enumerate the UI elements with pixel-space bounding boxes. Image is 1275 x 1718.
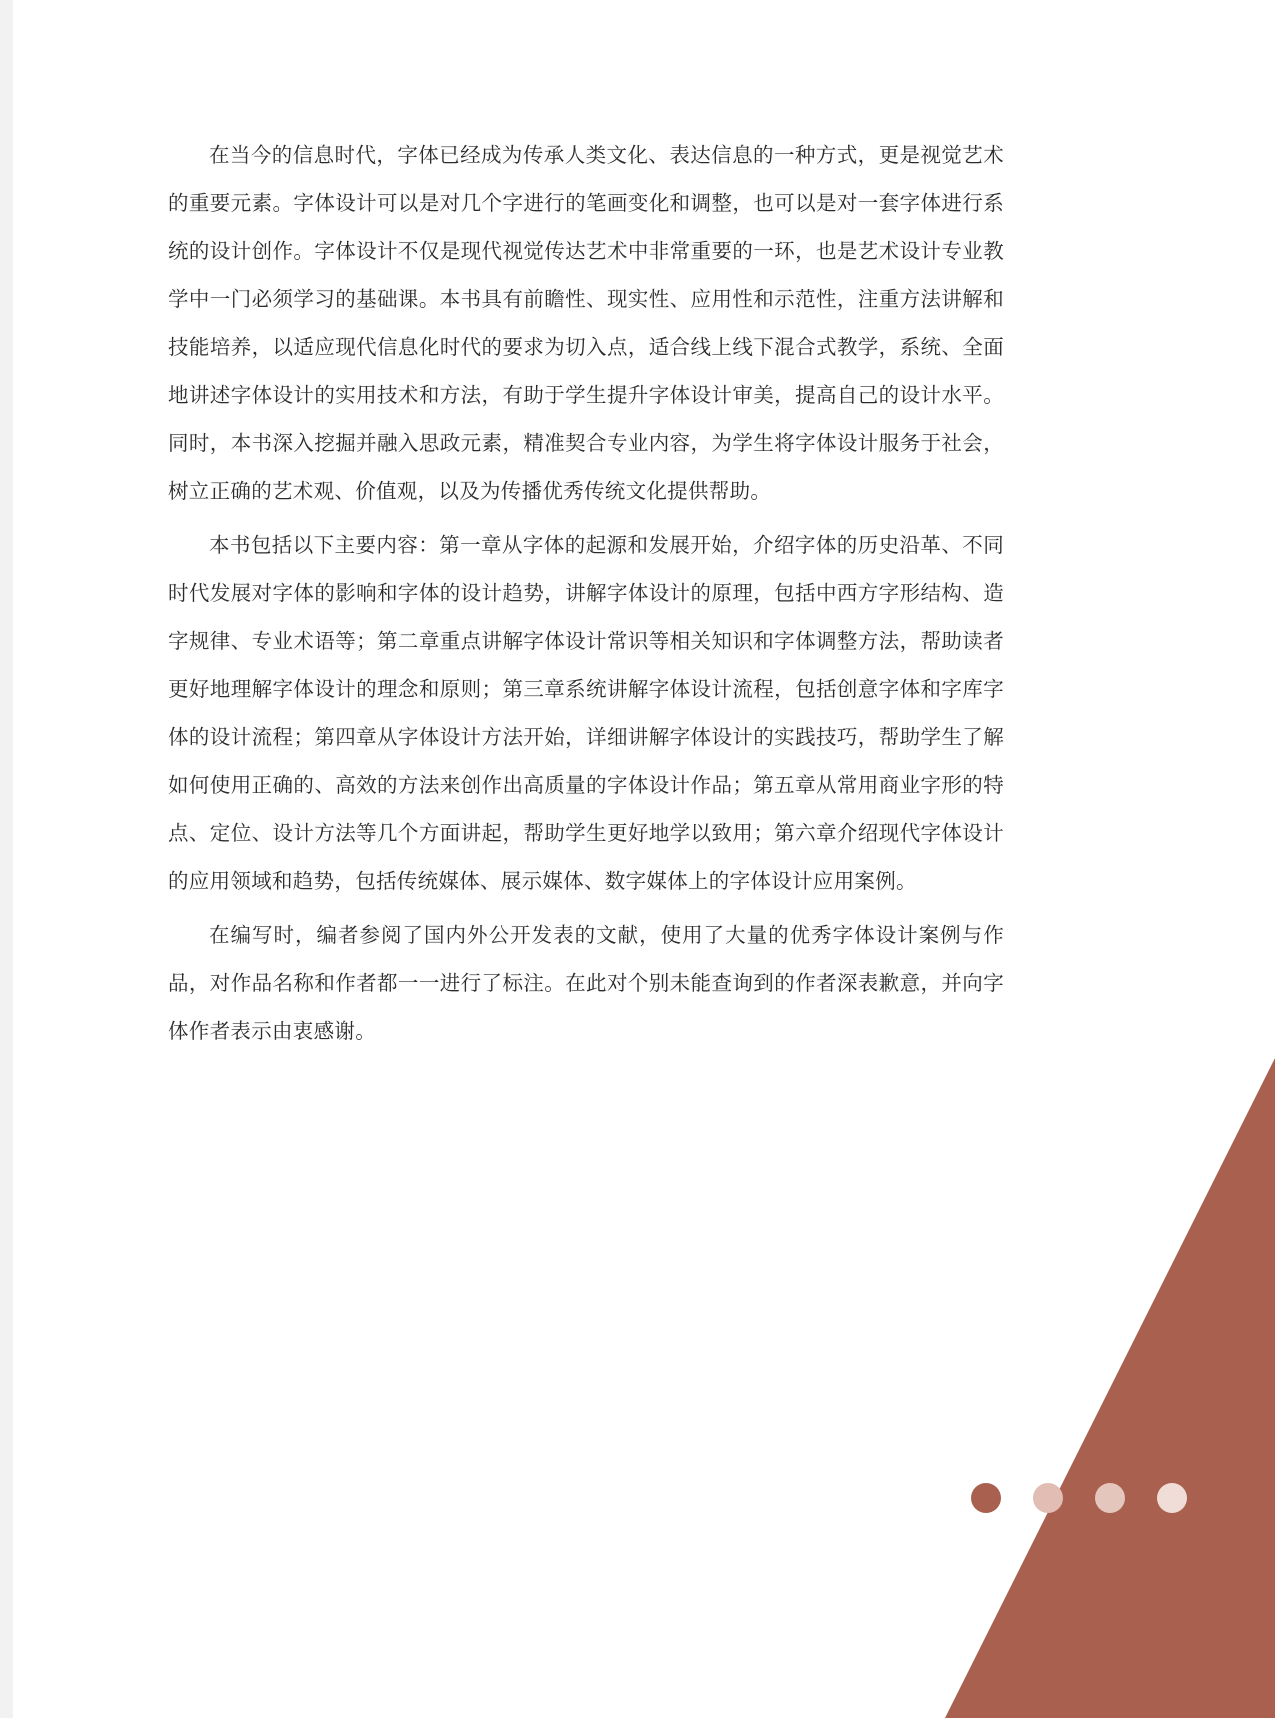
dot-decoration-group	[971, 1483, 1187, 1513]
paragraph-3: 在编写时，编者参阅了国内外公开发表的文献，使用了大量的优秀字体设计案例与作品，对作品名称和作者都一一进行了标注。在此对个别未能查询到的作者深表歉意，并向字体作者表示由衷感谢。	[168, 924, 1004, 1043]
paragraph-2: 本书包括以下主要内容：第一章从字体的起源和发展开始，介绍字体的历史沿革、不同时代发展对字体的影响和字体的设计趋势，讲解字体设计的原理，包括中西方字形结构、造字规律、专业术语等；第二章重点讲解字体设计常识等相关知识和字体调整方法，帮助读者更好地理解字体设计的理念和原则；第三章系统讲解字体设计流程，包括创意字体和字库字体的设计流程；第四章从字体设计方法开始，详细讲解字体设计的实践技巧，帮助学生了解如何使用正确的、高效的方法来创作出高质量的字体设计作品；第五章从常用商业字形的特点、定位、设计方法等几个方面讲起，帮助学生更好地学以致用；第六章介绍现代字体设计的应用领域和趋势，包括传统媒体、展示媒体、数字媒体上的字体设计应用案例。	[168, 534, 1004, 893]
corner-triangle-decoration	[945, 1058, 1275, 1718]
left-margin-bar-inner	[13, 0, 17, 1718]
dot-3-icon	[1095, 1483, 1125, 1513]
dot-2-icon	[1033, 1483, 1063, 1513]
dot-4-icon	[1157, 1483, 1187, 1513]
left-margin-bar	[0, 0, 13, 1718]
dot-1-icon	[971, 1483, 1001, 1513]
body-text	[168, 132, 1004, 1062]
paragraph-1: 在当今的信息时代，字体已经成为传承人类文化、表达信息的一种方式，更是视觉艺术的重要元素。字体设计可以是对几个字进行的笔画变化和调整，也可以是对一套字体进行系统的设计创作。字体设计不仅是现代视觉传达艺术中非常重要的一环，也是艺术设计专业教学中一门必须学习的基础课。本书具有前瞻性、现实性、应用性和示范性，注重方法讲解和技能培养，以适应现代信息化时代的要求为切入点，适合线上线下混合式教学，系统、全面地讲述字体设计的实用技术和方法，有助于学生提升字体设计审美，提高自己的设计水平。同时，本书深入挖掘并融入思政元素，精准契合专业内容，为学生将字体设计服务于社会，树立正确的艺术观、价值观，以及为传播优秀传统文化提供帮助。	[168, 144, 1004, 503]
